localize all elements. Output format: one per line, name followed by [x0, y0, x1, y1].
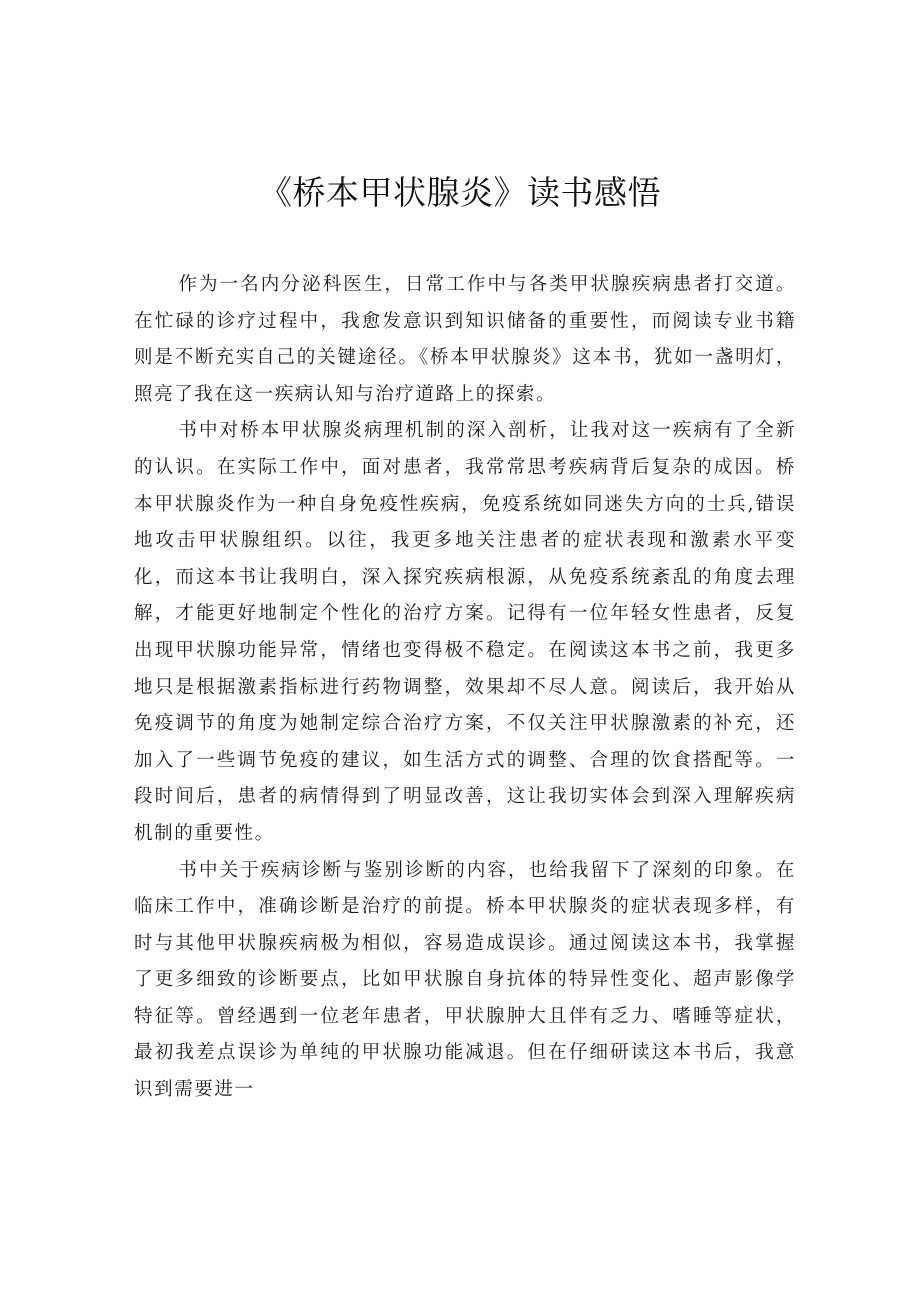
document-title: 《桥本甲状腺炎》读书感悟	[259, 173, 661, 212]
paragraph-diagnosis: 书中关于疾病诊断与鉴别诊断的内容，也给我留下了深刻的印象。在临床工作中，准确诊断是治疗的前提。桥本甲状腺炎的症状表现多样，有时与其他甲状腺疾病极为相似，容易造成误诊。通过阅读这本书，我掌握了更多细致的诊断要点，比如甲状腺自身抗体的特异性变化、超声影像学特征等。曾经遇到一位老年患者，甲状腺肿大且伴有乏力、嗜睡等症状，最初我差点误诊为单纯的甲状腺功能减退。但在仔细研读这本书后，我意识到需要进一	[134, 859, 796, 1101]
paragraph-intro: 作为一名内分泌科医生，日常工作中与各类甲状腺疾病患者打交道。在忙碌的诊疗过程中，我愈发意识到知识储备的重要性，而阅读专业书籍则是不断充实自己的关键途径。《桥本甲状腺炎》这本书，犹如一盏明灯，照亮了我在这一疾病认知与治疗道路上的探索。	[134, 274, 796, 405]
paragraph-pathology: 书中对桥本甲状腺炎病理机制的深入剖析，让我对这一疾病有了全新的认识。在实际工作中，面对患者，我常常思考疾病背后复杂的成因。桥本甲状腺炎作为一种自身免疫性疾病，免疫系统如同迷失方向的士兵,错误地攻击甲状腺组织。以往，我更多地关注患者的症状表现和激素水平变化，而这本书让我明白，深入探究疾病根源，从免疫系统紊乱的角度去理解，才能更好地制定个性化的治疗方案。记得有一位年轻女性患者，反复出现甲状腺功能异常，情绪也变得极不稳定。在阅读这本书之前，我更多地只是根据激素指标进行药物调整，效果却不尽人意。阅读后，我开始从免疫调节的角度为她制定综合治疗方案，不仅关注甲状腺激素的补充，还加入了一些调节免疫的建议，如生活方式的调整、合理的饮食搭配等。一段时间后，患者的病情得到了明显改善，这让我切实体会到深入理解疾病机制的重要性。	[134, 420, 796, 844]
document-body	[134, 267, 796, 1109]
